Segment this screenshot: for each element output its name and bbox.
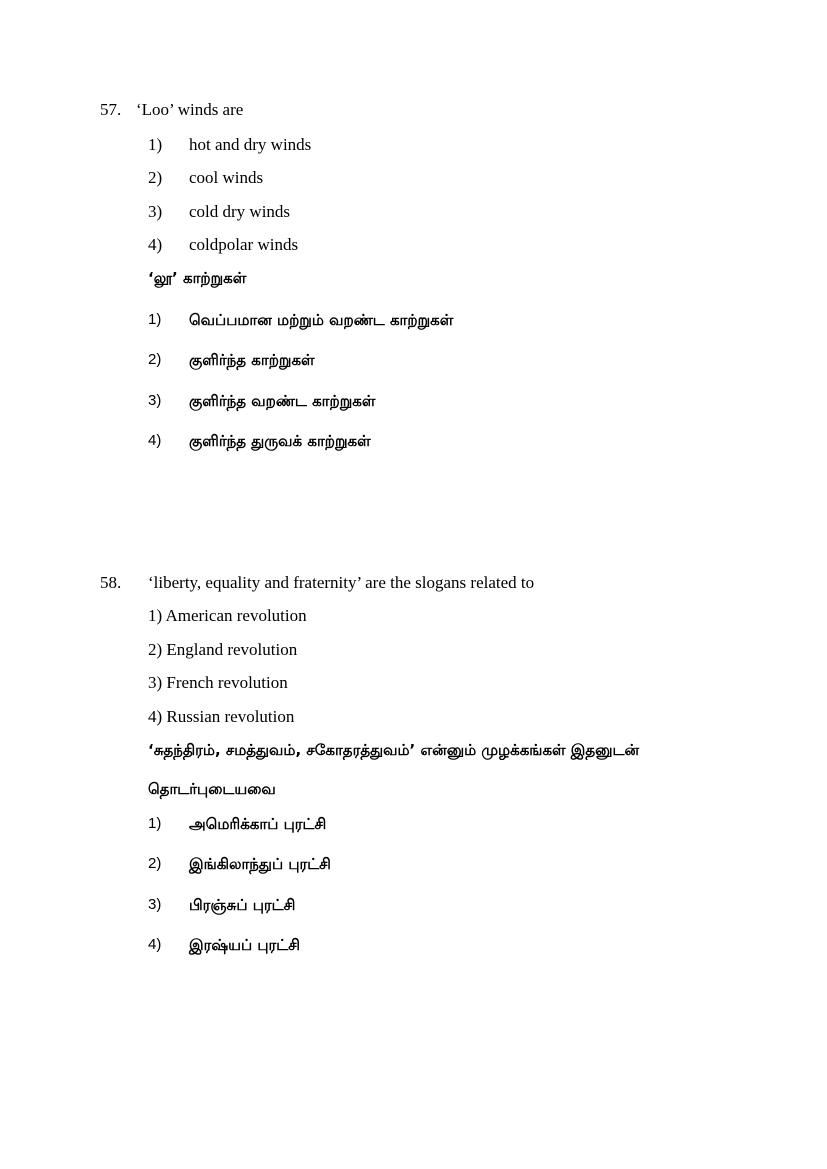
option-text: 4) Russian revolution bbox=[148, 707, 295, 726]
option-number: 3) bbox=[148, 392, 162, 409]
option-number: 4) bbox=[148, 235, 163, 254]
option-text: 2) England revolution bbox=[148, 640, 298, 659]
option-text: hot and dry winds bbox=[189, 135, 312, 154]
option-number: 2) bbox=[148, 168, 163, 187]
question-stem-english: ‘Loo’ winds are bbox=[136, 100, 244, 119]
option-text: 1) American revolution bbox=[148, 606, 307, 625]
question-number: 57. bbox=[100, 100, 122, 119]
option-number: 4) bbox=[148, 432, 162, 449]
option-text: cold dry winds bbox=[189, 202, 291, 221]
option-number: 1) bbox=[148, 311, 162, 328]
option-number: 3) bbox=[148, 202, 163, 221]
question-stem-english: ‘liberty, equality and fraternity’ are the slogans related to bbox=[148, 573, 535, 592]
option-text: குளிர்ந்த துருவக் காற்றுகள் bbox=[189, 432, 371, 450]
option-number: 1) bbox=[148, 815, 162, 832]
option-text: cool winds bbox=[189, 168, 264, 187]
option-text: குளிர்ந்த காற்றுகள் bbox=[189, 351, 315, 369]
option-number: 1) bbox=[148, 135, 163, 154]
option-number: 2) bbox=[148, 351, 162, 368]
option-text: அமெரிக்காப் புரட்சி bbox=[189, 815, 327, 833]
question-stem-tamil: ‘சுதந்திரம், சமத்துவம், சகோதரத்துவம்’ என்னும் முழக்கங்கள் இதனுடன் bbox=[148, 741, 640, 759]
option-text: coldpolar winds bbox=[189, 235, 299, 254]
option-text: வெப்பமான மற்றும் வறண்ட காற்றுகள் bbox=[189, 311, 454, 329]
question-number: 58. bbox=[100, 573, 122, 592]
question-stem-tamil: ‘லூ’ காற்றுகள் bbox=[148, 269, 247, 287]
option-number: 3) bbox=[148, 896, 162, 913]
option-number: 4) bbox=[148, 936, 162, 953]
option-text: 3) French revolution bbox=[148, 673, 288, 692]
option-text: பிரஞ்சுப் புரட்சி bbox=[189, 896, 296, 914]
option-text: இங்கிலாந்துப் புரட்சி bbox=[189, 855, 331, 873]
option-text: குளிர்ந்த வறண்ட காற்றுகள் bbox=[189, 392, 376, 410]
option-text: இரஷ்யப் புரட்சி bbox=[189, 936, 300, 954]
option-number: 2) bbox=[148, 855, 162, 872]
question-stem-tamil-continued: தொடர்புடையவை bbox=[148, 780, 276, 798]
